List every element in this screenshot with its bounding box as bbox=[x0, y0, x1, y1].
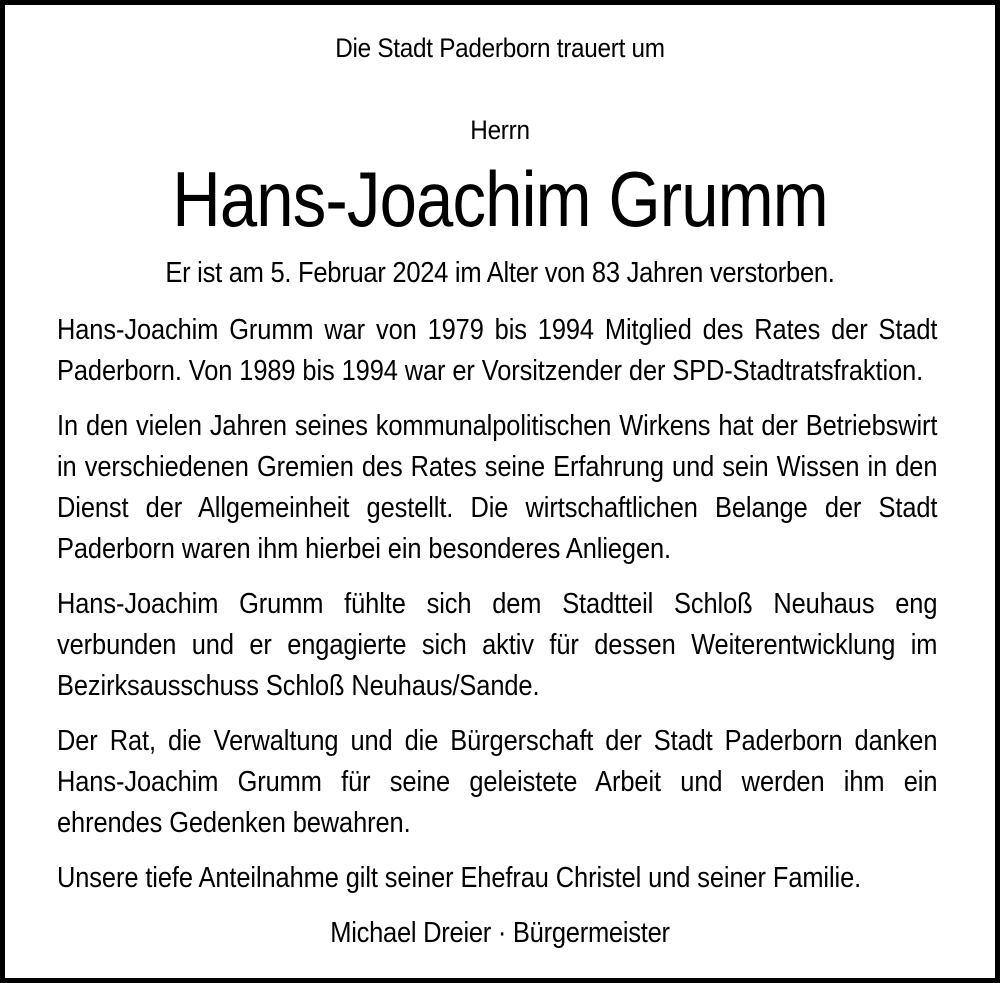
signature: Michael Dreier · Bürgermeister bbox=[330, 917, 670, 949]
paragraph-political-work: In den vielen Jahren seines kommunalpolitischen Wirkens hat der Betriebswirt in verschiedenen Gremien des Rates seine Erfahrung und sein Wissen in den Dienst der Allgemeinheit gestellt. Die wirtschaftlichen Belange der Stadt Paderborn waren ihm hierbei ein besonderes Anliegen. bbox=[57, 410, 938, 565]
death-date-line: Er ist am 5. Februar 2024 im Alter von 83 Jahren verstorben. bbox=[165, 257, 835, 289]
paragraph-thanks: Der Rat, die Verwaltung und die Bürgerschaft der Stadt Paderborn danken Hans-Joachim Grumm für seine geleistete Arbeit und werden ihm ein ehrendes Gedenken bewahren. bbox=[57, 725, 938, 839]
paragraph-district-engagement: Hans-Joachim Grumm fühlte sich dem Stadtteil Schloß Neuhaus eng verbunden und er engagierte sich aktiv für dessen Weiterentwicklung im Bezirksausschuss Schloß Neuhaus/Sande. bbox=[57, 588, 938, 702]
notice-body bbox=[57, 310, 937, 899]
paragraph-council-membership: Hans-Joachim Grumm war von 1979 bis 1994 Mitglied des Rates der Stadt Paderborn. Von 1989 bis 1994 war er Vorsitzender der SPD-Stadtratsfraktion. bbox=[57, 314, 938, 387]
intro-line: Die Stadt Paderborn trauert um bbox=[335, 33, 665, 63]
salutation: Herrn bbox=[470, 115, 530, 145]
paragraph-condolences: Unsere tiefe Anteilnahme gilt seiner Ehefrau Christel und seiner Familie. bbox=[57, 862, 862, 894]
deceased-name: Hans-Joachim Grumm bbox=[172, 155, 828, 243]
